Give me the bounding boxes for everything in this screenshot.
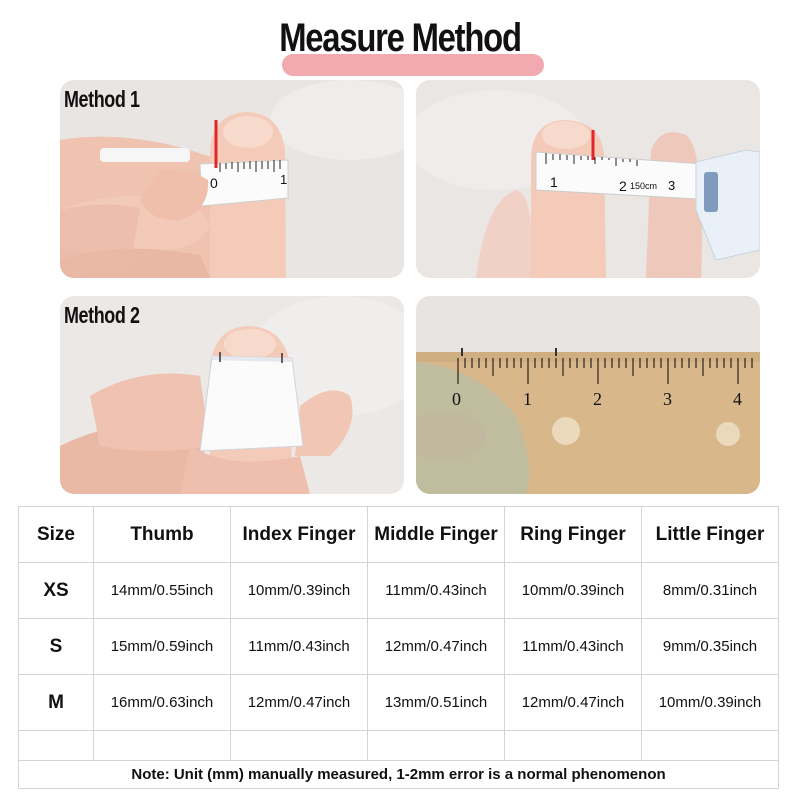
- measurement-cell: 16mm/0.63inch: [94, 675, 231, 731]
- table-row: [19, 675, 779, 731]
- measurement-cell: 15mm/0.59inch: [94, 619, 231, 675]
- measurement-cell: 12mm/0.47inch: [368, 619, 505, 675]
- photo-ruler: [416, 296, 760, 494]
- header-little-finger: Little Finger: [642, 507, 779, 563]
- title-block: [0, 8, 800, 70]
- table-row: [19, 563, 779, 619]
- table-header-row: [19, 507, 779, 563]
- measurement-cell: 10mm/0.39inch: [505, 563, 642, 619]
- measurement-cell: 10mm/0.39inch: [642, 675, 779, 731]
- ruler-label-2: 2: [593, 389, 602, 409]
- size-cell: M: [19, 675, 94, 731]
- measurement-cell: 12mm/0.47inch: [505, 675, 642, 731]
- size-table: [18, 506, 779, 789]
- ruler-label-0: 0: [452, 389, 461, 409]
- measurement-cell: 10mm/0.39inch: [231, 563, 368, 619]
- ruler-label-4: 4: [733, 389, 742, 409]
- method-1-label: Method 1: [64, 86, 140, 112]
- header-size: Size: [19, 507, 94, 563]
- measurement-cell: 11mm/0.43inch: [505, 619, 642, 675]
- page-title: Measure Method: [279, 16, 521, 60]
- table-empty-row: [19, 731, 779, 761]
- tape-mark-1: 1: [550, 174, 558, 190]
- table-note-row: [19, 761, 779, 789]
- header-index-finger: Index Finger: [231, 507, 368, 563]
- header-thumb: Thumb: [94, 507, 231, 563]
- measurement-cell: 13mm/0.51inch: [368, 675, 505, 731]
- method-2-label: Method 2: [64, 302, 140, 328]
- ruler-mark-0: 0: [210, 175, 218, 191]
- ruler-label-1: 1: [523, 389, 532, 409]
- ruler-label-3: 3: [663, 389, 672, 409]
- photo-tape-reading: [416, 80, 760, 278]
- header-ring-finger: Ring Finger: [505, 507, 642, 563]
- measurement-cell: 14mm/0.55inch: [94, 563, 231, 619]
- size-cell: S: [19, 619, 94, 675]
- tape-mark-3: 3: [668, 178, 676, 193]
- tape-print: 150cm: [630, 181, 658, 191]
- measurement-cell: 11mm/0.43inch: [368, 563, 505, 619]
- size-cell: XS: [19, 563, 94, 619]
- ruler-mark-1: 1: [280, 172, 288, 187]
- measurement-cell: 11mm/0.43inch: [231, 619, 368, 675]
- tape-mark-2: 2: [619, 178, 627, 194]
- measurement-cell: 8mm/0.31inch: [642, 563, 779, 619]
- measurement-cell: 9mm/0.35inch: [642, 619, 779, 675]
- measurement-note: Note: Unit (mm) manually measured, 1-2mm error is a normal phenomenon: [19, 761, 779, 789]
- measurement-cell: 12mm/0.47inch: [231, 675, 368, 731]
- header-middle-finger: Middle Finger: [368, 507, 505, 563]
- table-row: [19, 619, 779, 675]
